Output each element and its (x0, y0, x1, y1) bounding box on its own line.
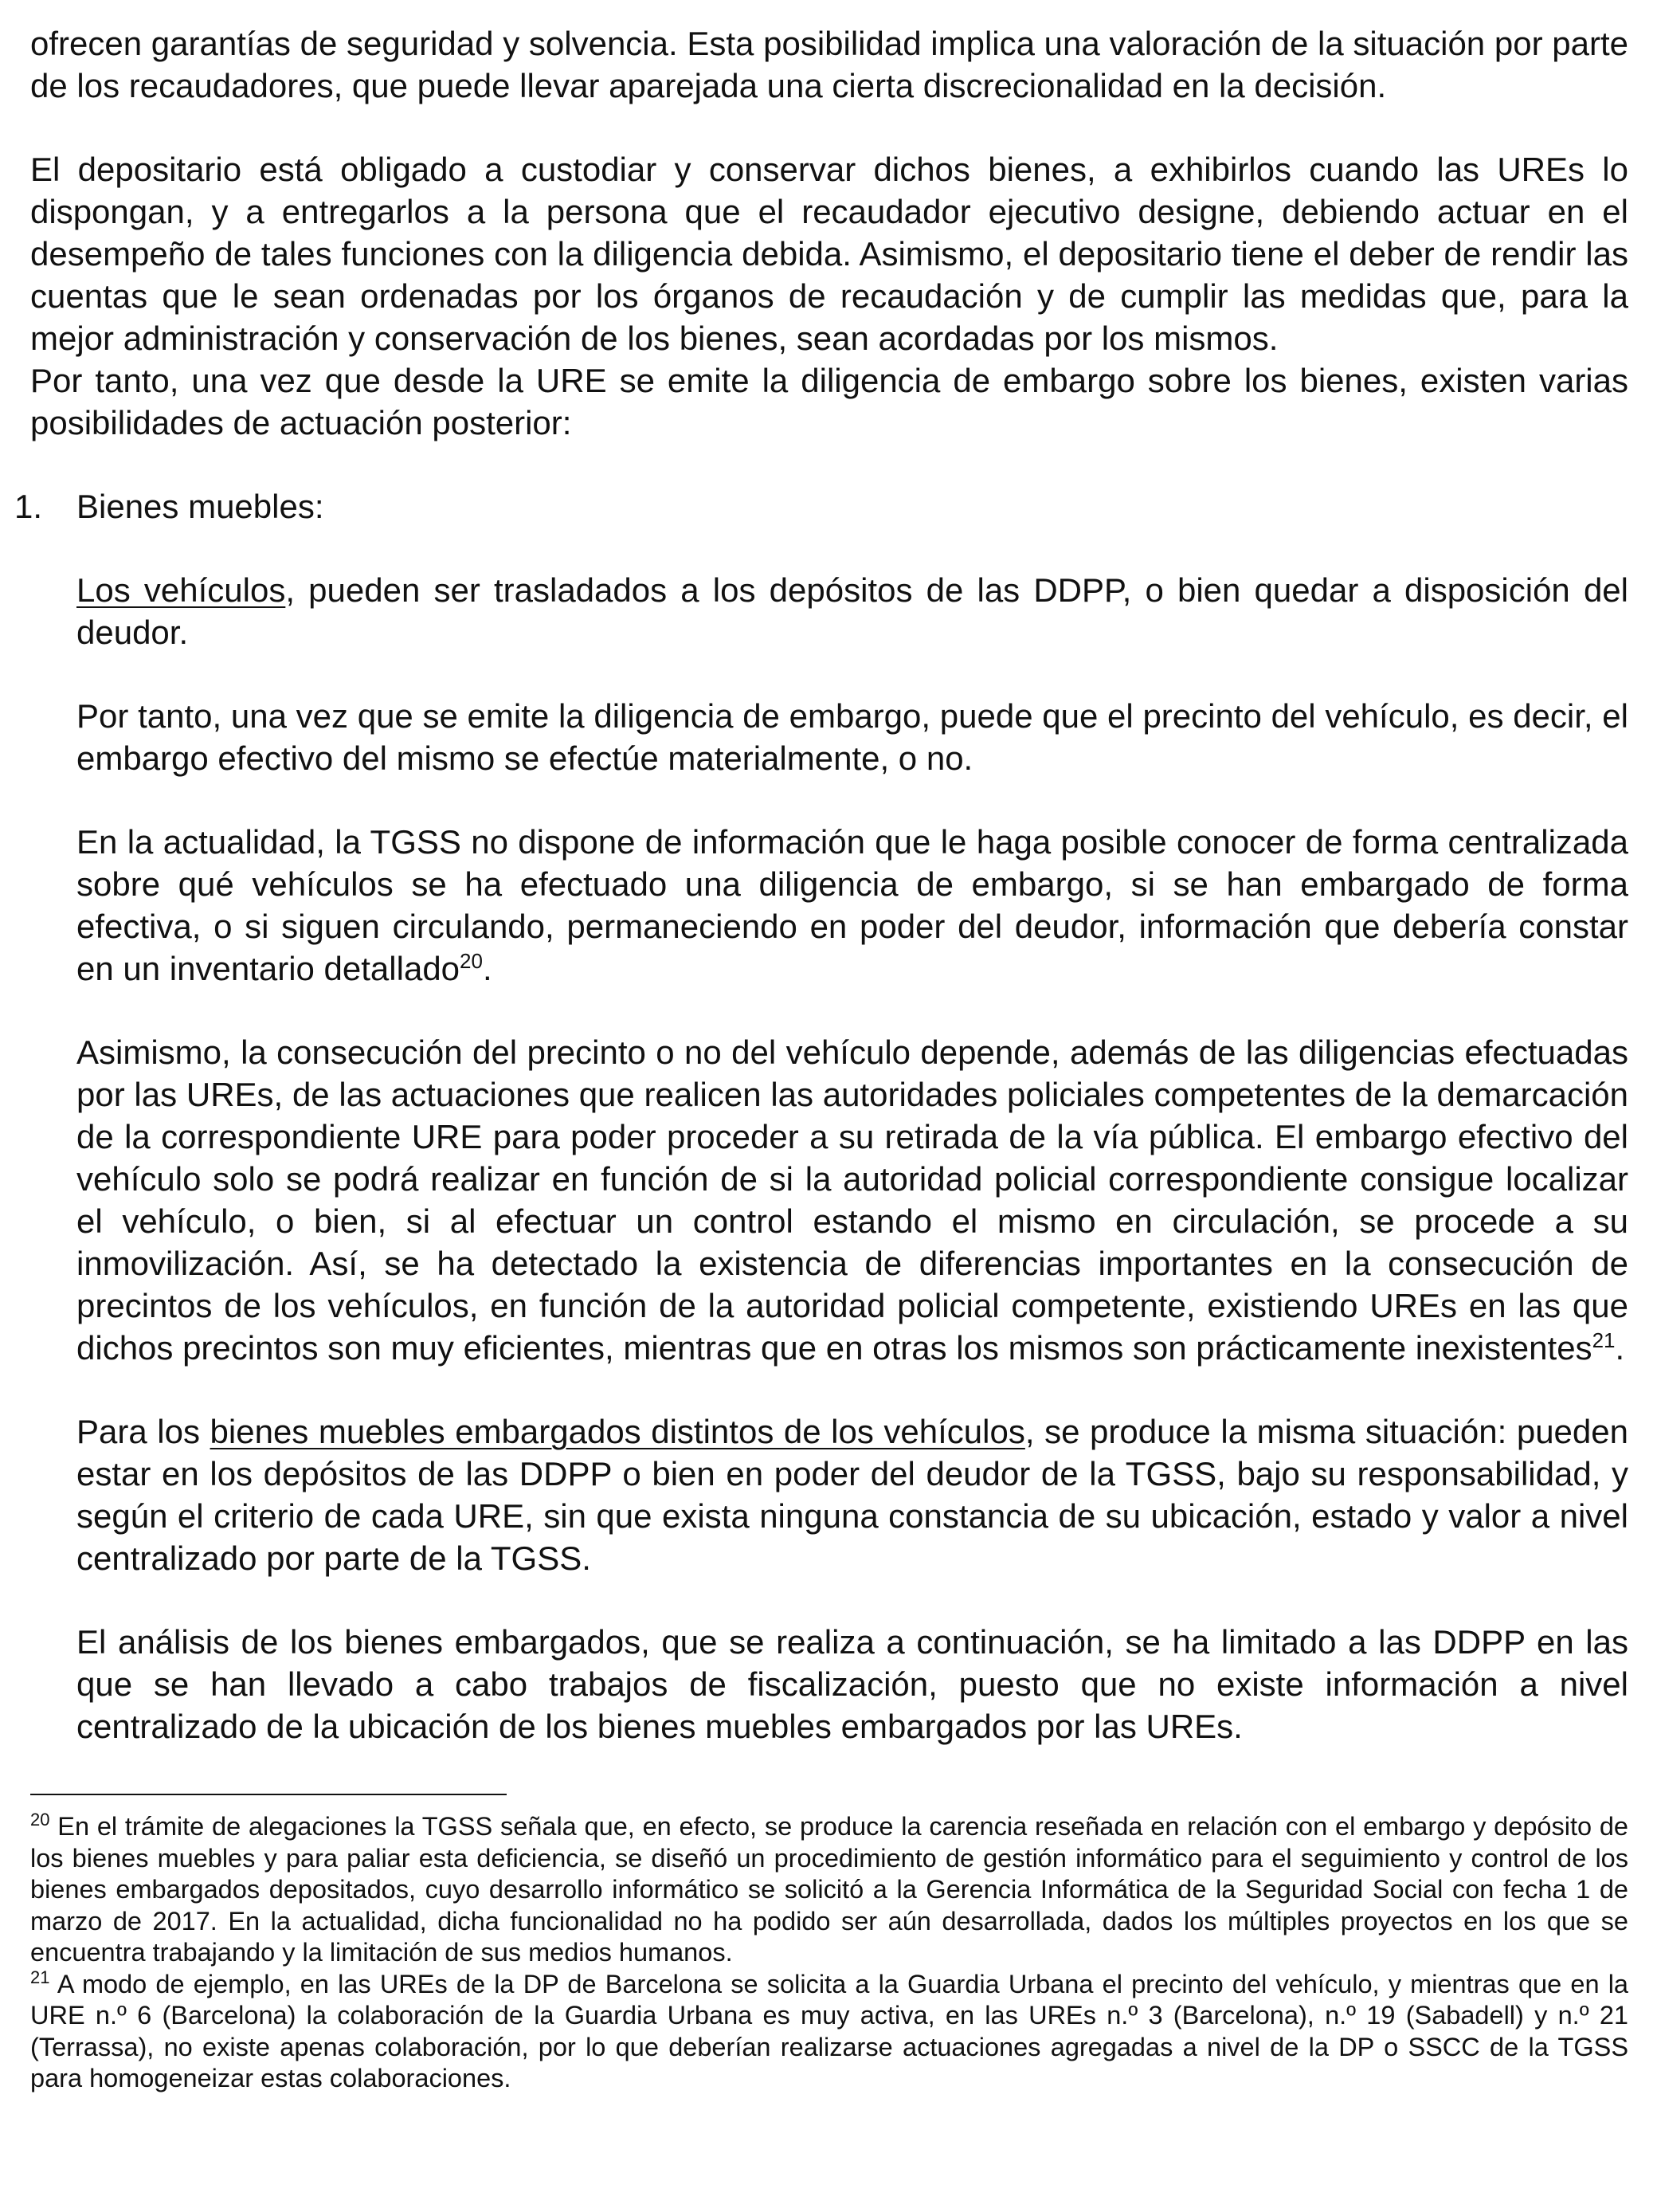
paragraph-text: Por tanto, una vez que se emite la diligencia de embargo, puede que el precinto del vehículo, es decir, el embargo efectivo del mismo se efectúe materialmente, o no. (76, 697, 1628, 777)
paragraph-text: Por tanto, una vez que desde la URE se emite la diligencia de embargo sobre los bienes, existen varias posibilidades de actuación posterior: (30, 362, 1628, 441)
footnote-number: 20 (30, 1810, 50, 1830)
list-number: 1. (14, 488, 43, 525)
footnote-separator (30, 1794, 507, 1795)
paragraph-text: El análisis de los bienes embargados, que se realiza a continuación, se ha limitado a las DDPP en las que se han llevado a cabo trabajos de fiscalización, puesto que no existe información a nivel centralizado de la ubicación de los bienes muebles embargados por las UREs. (76, 1623, 1628, 1745)
paragraph-otros-bienes (76, 1410, 1628, 1579)
footnote-text: A modo de ejemplo, en las UREs de la DP de Barcelona se solicita a la Guardia Urbana el precinto del vehículo, y mientras que en la URE n.º 6 (Barcelona) la colaboración de la Guardia Urbana es muy activa, en las UREs n.º 3 (Barcelona), n.º 19 (Sabadell) y n.º 21 (Terrassa), no existe apenas colaboración, por lo que deberían realizarse actuaciones agregadas a nivel de la DP o SSCC de la TGSS para homogeneizar estas colaboraciones. (30, 1969, 1628, 2092)
paragraph-vehiculos (76, 569, 1628, 653)
document-page (14, 22, 1628, 2095)
underlined-term-vehiculos: Los vehículos (76, 571, 286, 609)
paragraph-text: El depositario está obligado a custodiar y conservar dichos bienes, a exhibirlos cuando las UREs lo dispongan, y a entregarlos a la persona que el recaudador ejecutivo designe, debiendo actuar en el desempeño de tales funciones con la diligencia debida. Asimismo, el depositario tiene el deber de rendir las cuentas que le sean ordenadas por los órganos de recaudación y de cumplir las medidas que, para la mejor administración y conservación de los bienes, sean acordadas por los mismos. (30, 151, 1628, 357)
list-label: Bienes muebles: (76, 488, 324, 525)
paragraph-consecucion (76, 1031, 1628, 1369)
paragraph-intro (30, 22, 1628, 107)
paragraph-end: . (482, 950, 492, 987)
paragraph-text: Para los (76, 1413, 210, 1450)
paragraph-text: En la actualidad, la TGSS no dispone de información que le haga posible conocer de forma centralizada sobre qué vehículos se ha efectuado una diligencia de embargo, si se han embargado de forma efectiva, o si siguen circulando, permaneciendo en poder del deudor, información que debería constar en un inventario detallado (76, 823, 1628, 987)
footnote-21 (30, 1969, 1628, 2095)
paragraph-text: Asimismo, la consecución del precinto o no del vehículo depende, además de las diligencias efectuadas por las UREs, de las actuaciones que realicen las autoridades policiales competentes de la demarcación de la correspondiente URE para poder proceder a su retirada de la vía pública. El embargo efectivo del vehículo solo se podrá realizar en función de si la autoridad policial correspondiente consigue localizar el vehículo, o bien, si al efectuar un control estando el mismo en circulación, se procede a su inmovilización. Así, se ha detectado la existencia de diferencias importantes en la consecución de precintos de los vehículos, en función de la autoridad policial competente, existiendo UREs en las que dichos precintos son muy eficientes, mientras que en otras los mismos son prácticamente inexistentes (76, 1033, 1628, 1367)
footnote-ref-21: 21 (1592, 1328, 1616, 1352)
paragraph-text: , se produce la misma situación: pueden estar en los depósitos de las DDPP o bien en poder del deudor de la TGSS, bajo su responsabilidad, y según el criterio de cada URE, sin que exista ninguna constancia de su ubicación, estado y valor a nivel centralizado por parte de la TGSS. (76, 1413, 1628, 1577)
paragraph-posibilidades (30, 359, 1628, 444)
paragraph-actualidad (76, 821, 1628, 990)
paragraph-precinto (76, 695, 1628, 779)
list-item-bienes-muebles (14, 485, 1628, 528)
footnote-20 (30, 1811, 1628, 1969)
paragraph-analisis (76, 1621, 1628, 1747)
underlined-term-otros-bienes: bienes muebles embargados distintos de los vehículos (210, 1413, 1025, 1450)
section-bienes-muebles (76, 569, 1628, 1747)
footnote-text: En el trámite de alegaciones la TGSS señala que, en efecto, se produce la carencia reseñada en relación con el embargo y depósito de los bienes muebles y para paliar esta deficiencia, se diseñó un procedimiento de gestión informático para el seguimiento y control de los bienes embargados depositados, cuyo desarrollo informático se solicitó a la Gerencia Informática de la Seguridad Social con fecha 1 de marzo de 2017. En la actualidad, dicha funcionalidad no ha podido ser aún desarrollada, dados los múltiples proyectos en los que se encuentra trabajando y la limitación de sus medios humanos. (30, 1812, 1628, 1967)
footnote-ref-20: 20 (460, 949, 483, 973)
paragraph-text: , pueden ser trasladados a los depósitos de las DDPP, o bien quedar a disposición del deudor. (76, 571, 1628, 651)
footnote-number: 21 (30, 1967, 50, 1987)
paragraph-depositario (30, 148, 1628, 359)
paragraph-end: . (1615, 1329, 1625, 1367)
paragraph-text: ofrecen garantías de seguridad y solvencia. Esta posibilidad implica una valoración de la situación por parte de los recaudadores, que puede llevar aparejada una cierta discrecionalidad en la decisión. (30, 25, 1628, 104)
